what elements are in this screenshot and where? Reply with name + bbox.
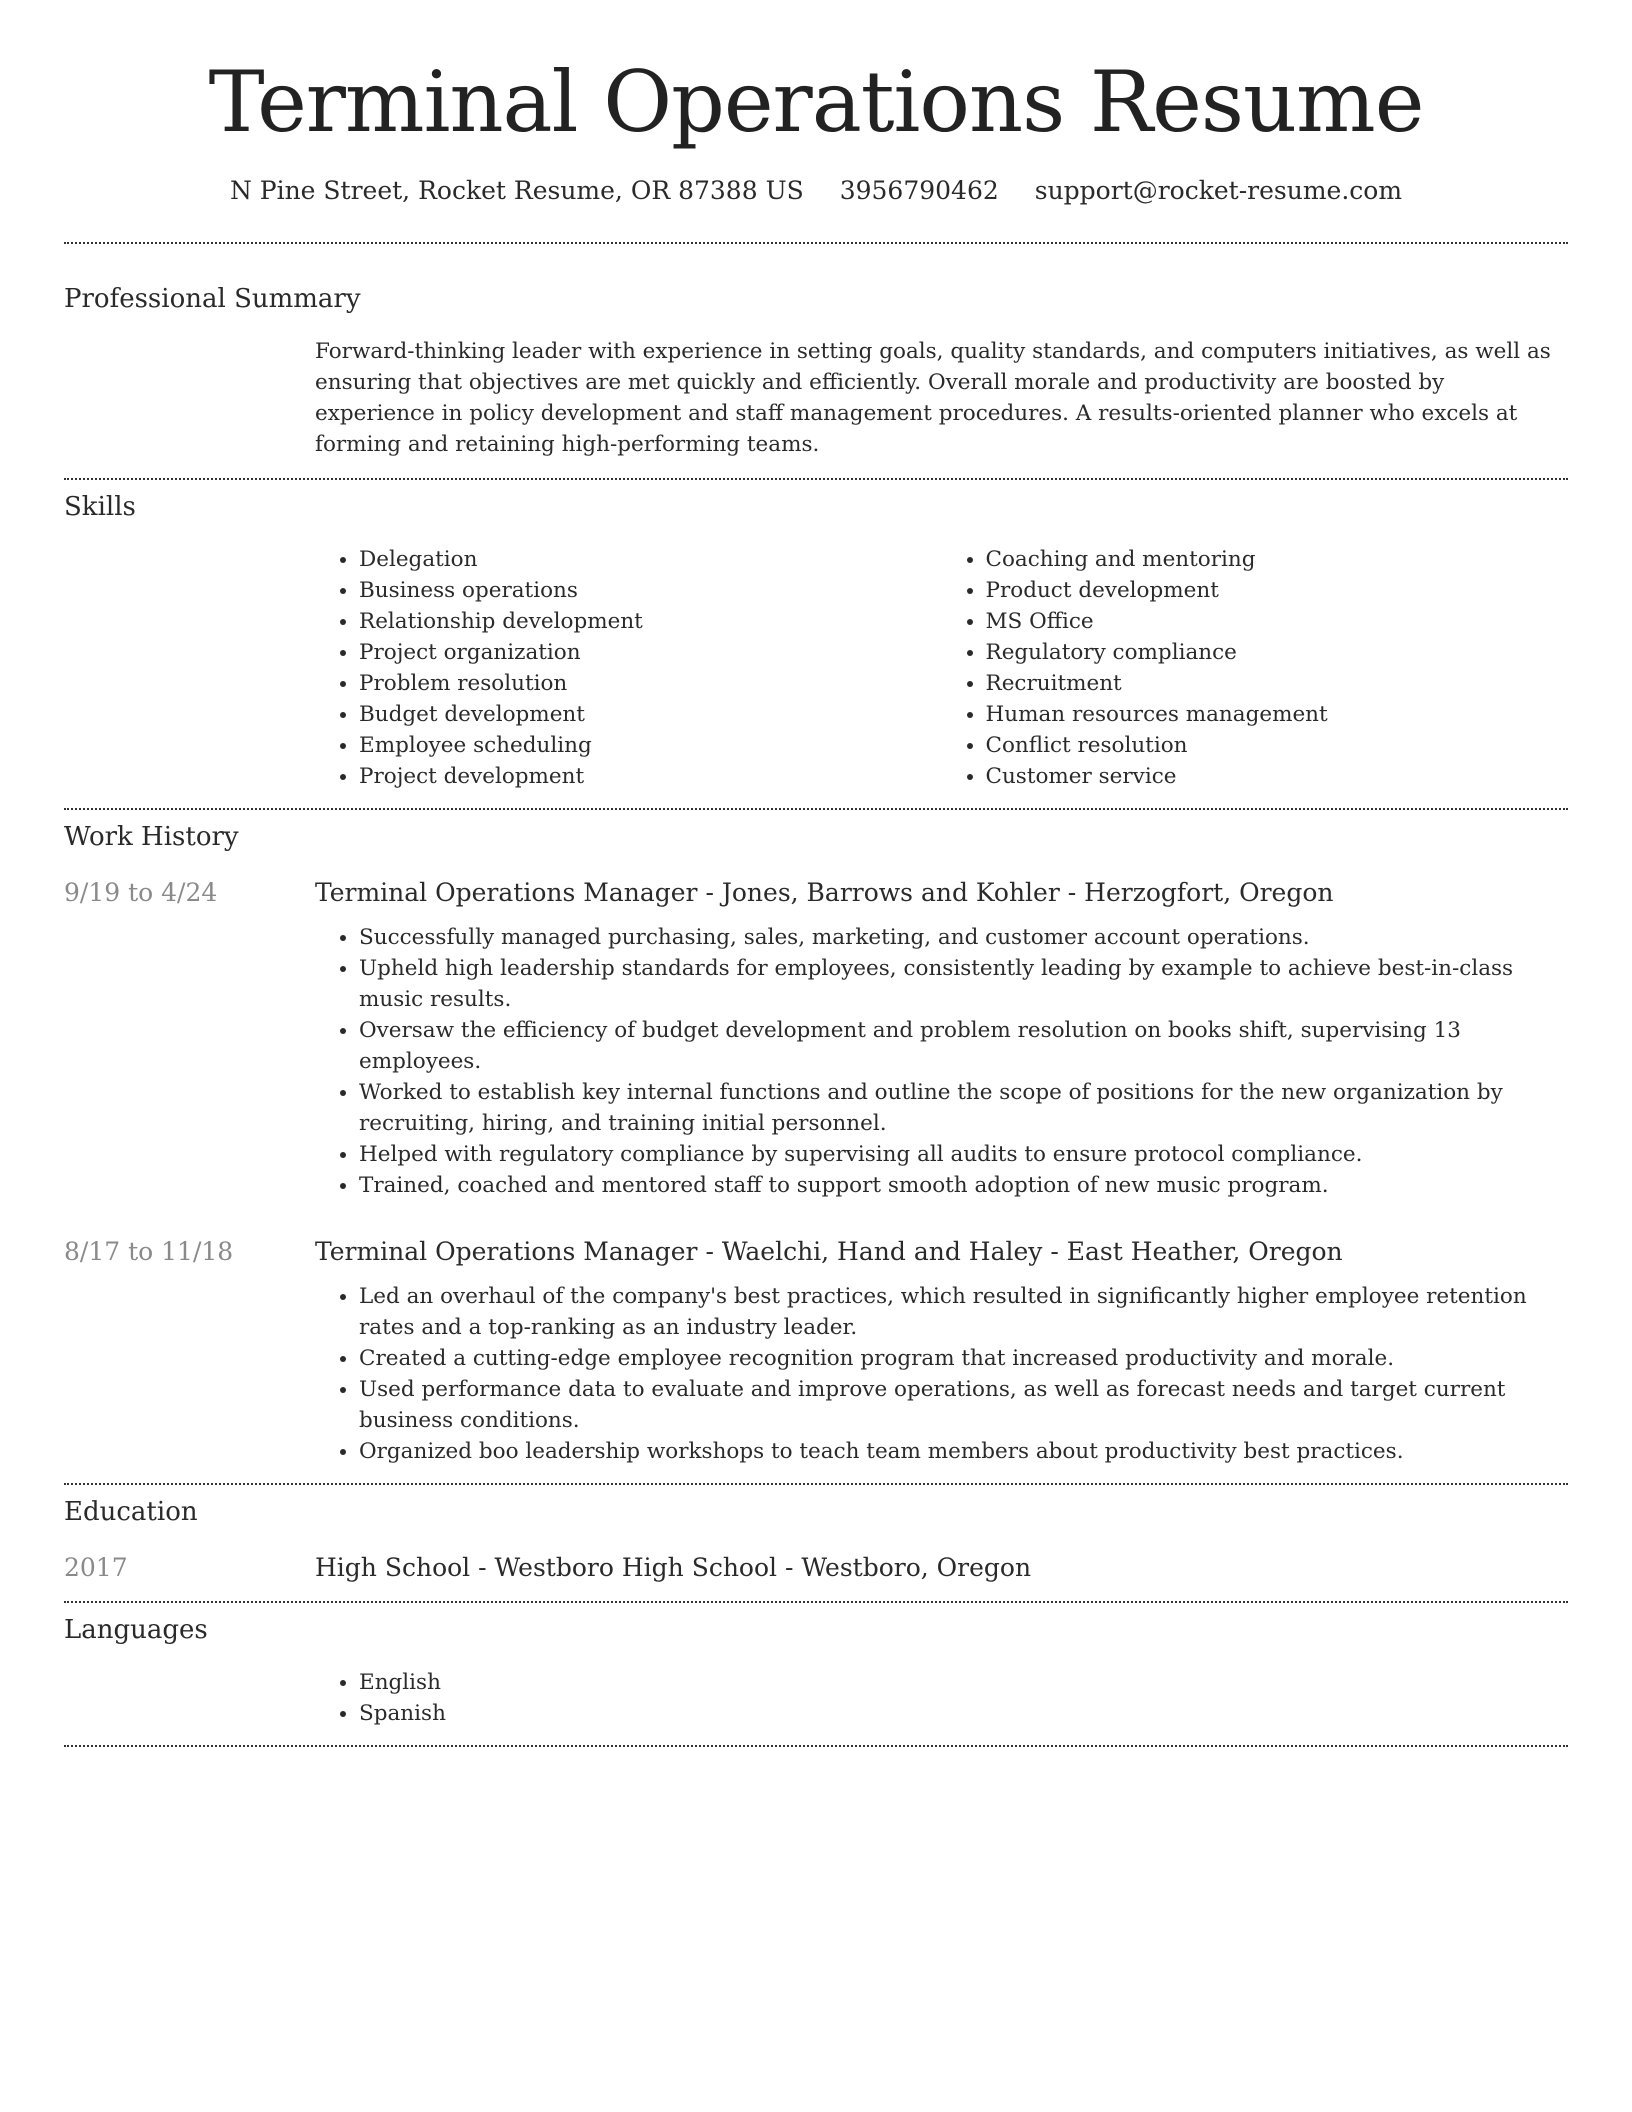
job-entry	[64, 1235, 1568, 1467]
job-bullet: • Worked to establish key internal functions and outline the scope of positions for the new organization by recruiting, hiring, and training initial personnel.	[359, 1077, 1568, 1139]
job-bullet: • Created a cutting-edge employee recognition program that increased productivity and morale.	[359, 1343, 1568, 1374]
skill-item: • Coaching and mentoring	[986, 544, 1569, 575]
skill-item: • Problem resolution	[359, 668, 942, 699]
job-bullet: • Trained, coached and mentored staff to support smooth adoption of new music program.	[359, 1170, 1568, 1201]
resume-header	[64, 0, 1568, 208]
resume-page	[64, 0, 1568, 1747]
skill-item: • Project organization	[359, 637, 942, 668]
job-entry	[64, 876, 1568, 1201]
job-date: 9/19 to 4/24	[64, 878, 218, 907]
job-bullet: • Led an overhaul of the company's best practices, which resulted in significantly higher employee retention rates and a top-ranking as an industry leader.	[359, 1281, 1568, 1343]
skill-item: • Business operations	[359, 575, 942, 606]
skill-item: • Human resources management	[986, 699, 1569, 730]
skill-item: • Product development	[986, 575, 1569, 606]
job-bullet: • Upheld high leadership standards for employees, consistently leading by example to achieve best-in-class music results.	[359, 953, 1568, 1015]
language-item: • English	[359, 1667, 1568, 1698]
education-title: High School - Westboro High School - Westboro, Oregon	[315, 1553, 1032, 1582]
job-date: 8/17 to 11/18	[64, 1237, 234, 1266]
summary-section	[64, 244, 1568, 478]
skill-item: • Project development	[359, 761, 942, 792]
job-title: Terminal Operations Manager - Jones, Barrows and Kohler - Herzogfort, Oregon	[315, 878, 1334, 907]
work-section	[64, 810, 1568, 1483]
job-bullet: • Organized boo leadership workshops to teach team members about productivity best practices.	[359, 1436, 1568, 1467]
skill-item: • Delegation	[359, 544, 942, 575]
skill-item: • Employee scheduling	[359, 730, 942, 761]
contact-address: N Pine Street, Rocket Resume, OR 87388 US	[229, 176, 804, 205]
section-title-summary: Professional Summary	[64, 284, 361, 314]
skill-item: • Relationship development	[359, 606, 942, 637]
section-title-work: Work History	[64, 822, 239, 852]
job-title: Terminal Operations Manager - Waelchi, Hand and Haley - East Heather, Oregon	[315, 1237, 1343, 1266]
languages-section	[64, 1603, 1568, 1745]
contact-email: support@rocket-resume.com	[1034, 176, 1403, 205]
job-bullet: • Used performance data to evaluate and improve operations, as well as forecast needs and target current business conditions.	[359, 1374, 1568, 1436]
skill-item: • Budget development	[359, 699, 942, 730]
section-title-education: Education	[64, 1497, 198, 1527]
job-bullets	[315, 922, 1568, 1201]
education-section	[64, 1485, 1568, 1601]
summary-text: Forward-thinking leader with experience in setting goals, quality standards, and computers initiatives, as well as ensuring that objectives are met quickly and efficiently. Overall morale and productivity are boosted by experience in policy development and staff management procedures. A results-oriented planner who excels at forming and retaining high-performing teams.	[315, 339, 1551, 457]
languages-list	[315, 1667, 1568, 1729]
skills-list-right	[942, 544, 1569, 792]
resume-title: Terminal Operations Resume	[208, 53, 1424, 151]
section-title-skills: Skills	[64, 492, 136, 522]
skill-item: • Customer service	[986, 761, 1569, 792]
skills-section	[64, 480, 1568, 808]
language-item: • Spanish	[359, 1698, 1568, 1729]
education-date: 2017	[64, 1553, 128, 1582]
contact-line	[64, 174, 1568, 208]
job-bullets	[315, 1281, 1568, 1467]
section-title-languages: Languages	[64, 1615, 208, 1645]
job-bullet: • Helped with regulatory compliance by supervising all audits to ensure protocol compliance.	[359, 1139, 1568, 1170]
skill-item: • Conflict resolution	[986, 730, 1569, 761]
skill-item: • Regulatory compliance	[986, 637, 1569, 668]
skill-item: • MS Office	[986, 606, 1569, 637]
skill-item: • Recruitment	[986, 668, 1569, 699]
job-bullet: • Successfully managed purchasing, sales, marketing, and customer account operations.	[359, 922, 1568, 953]
job-bullet: • Oversaw the efficiency of budget development and problem resolution on books shift, supervising 13 employees.	[359, 1015, 1568, 1077]
contact-phone: 3956790462	[839, 176, 999, 205]
divider	[64, 1745, 1568, 1747]
education-entry	[64, 1551, 1568, 1585]
skills-list-left	[315, 544, 942, 792]
